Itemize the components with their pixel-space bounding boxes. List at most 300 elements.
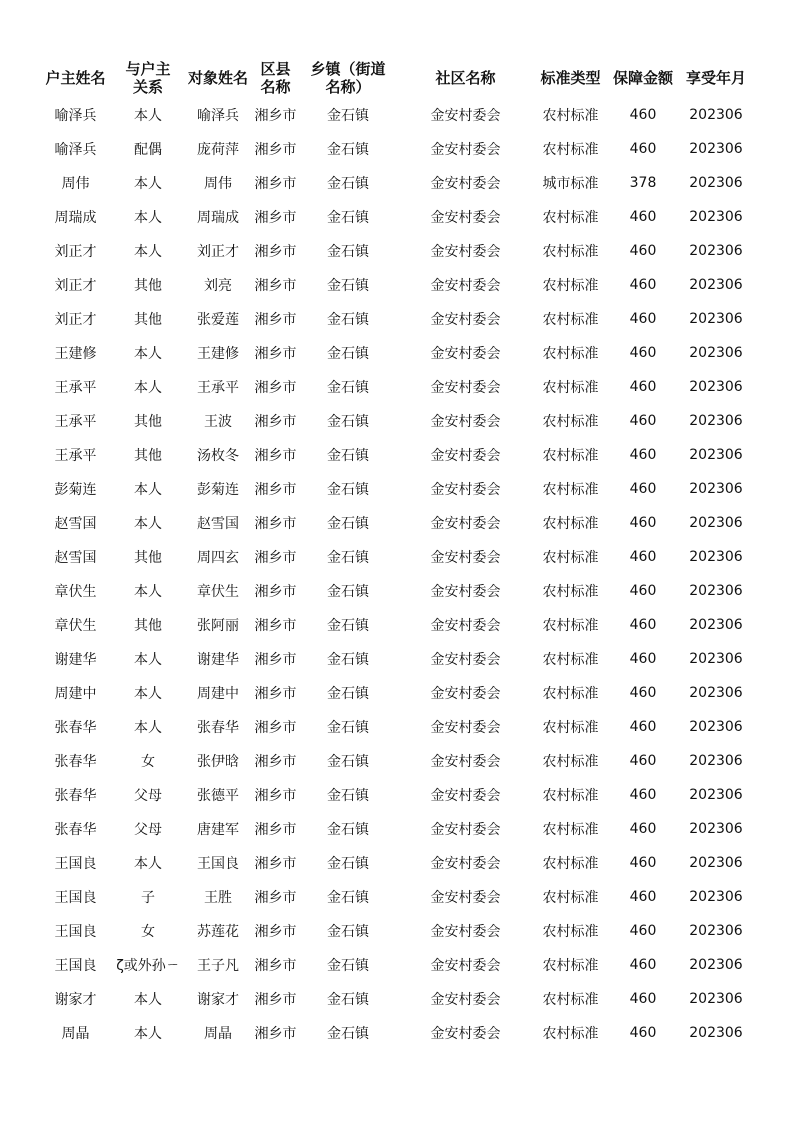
column-header-line: 社区名称	[435, 69, 496, 87]
cell-town-name: 金石镇	[327, 924, 369, 940]
table-row	[38, 846, 754, 880]
column-header-benefit-amount	[608, 58, 678, 98]
cell-community-name: 金安村委会	[430, 278, 501, 294]
cell-town-name: 金石镇	[327, 856, 369, 872]
cell-benefit-month: 202306	[689, 957, 743, 973]
cell-county-name: 湘乡市	[254, 142, 297, 158]
cell-standard-type: 农村标准	[542, 210, 599, 226]
cell-relation-to-head: 本人	[134, 108, 162, 124]
cell-benefit-month: 202306	[689, 1025, 743, 1041]
column-header-line: 与户主	[125, 60, 171, 78]
cell-community-name: 金安村委会	[430, 550, 501, 566]
table-row	[38, 1016, 754, 1050]
cell-community-name: 金安村委会	[430, 380, 501, 396]
cell-benefit-amount: 460	[629, 209, 657, 225]
table-row	[38, 948, 754, 982]
cell-relation-to-head: 父母	[134, 788, 162, 804]
cell-town-name: 金石镇	[327, 210, 369, 226]
column-header-benefit-month	[678, 58, 754, 98]
cell-community-name: 金安村委会	[430, 176, 501, 192]
cell-relation-to-head: 女	[141, 924, 155, 940]
cell-standard-type: 农村标准	[542, 346, 599, 362]
column-header-line: 名称	[260, 78, 291, 96]
cell-standard-type: 农村标准	[542, 754, 599, 770]
cell-benefit-month: 202306	[689, 311, 743, 327]
cell-town-name: 金石镇	[327, 822, 369, 838]
cell-relation-to-head: ζ或外孙ㄧ	[116, 958, 180, 974]
cell-community-name: 金安村委会	[430, 108, 501, 124]
cell-benefit-month: 202306	[689, 345, 743, 361]
cell-recipient-name: 王承平	[197, 380, 239, 396]
cell-town-name: 金石镇	[327, 142, 369, 158]
cell-benefit-amount: 460	[629, 753, 657, 769]
cell-standard-type: 农村标准	[542, 856, 599, 872]
cell-standard-type: 农村标准	[542, 924, 599, 940]
cell-town-name: 金石镇	[327, 890, 369, 906]
cell-recipient-name: 张德平	[197, 788, 239, 804]
cell-town-name: 金石镇	[327, 278, 369, 294]
table-row	[38, 608, 754, 642]
cell-community-name: 金安村委会	[430, 788, 501, 804]
cell-standard-type: 农村标准	[542, 992, 599, 1008]
table-row	[38, 132, 754, 166]
column-header-household-head-name	[38, 58, 113, 98]
cell-standard-type: 农村标准	[542, 720, 599, 736]
cell-county-name: 湘乡市	[254, 822, 297, 838]
cell-benefit-month: 202306	[689, 685, 743, 701]
cell-community-name: 金安村委会	[430, 652, 501, 668]
cell-town-name: 金石镇	[327, 312, 369, 328]
cell-benefit-month: 202306	[689, 991, 743, 1007]
cell-benefit-amount: 460	[629, 481, 657, 497]
cell-community-name: 金安村委会	[430, 210, 501, 226]
table-row	[38, 472, 754, 506]
cell-benefit-amount: 460	[629, 1025, 657, 1041]
column-header-county-name	[253, 58, 298, 98]
table-row	[38, 234, 754, 268]
table-row	[38, 98, 754, 132]
cell-county-name: 湘乡市	[254, 856, 297, 872]
column-header-line: 享受年月	[685, 69, 746, 87]
cell-relation-to-head: 本人	[134, 210, 162, 226]
cell-household-head-name: 彭菊连	[54, 482, 97, 498]
cell-benefit-amount: 460	[629, 379, 657, 395]
subsidy-table	[38, 58, 754, 1050]
cell-county-name: 湘乡市	[254, 584, 297, 600]
cell-county-name: 湘乡市	[254, 244, 297, 260]
cell-county-name: 湘乡市	[254, 380, 297, 396]
cell-household-head-name: 王国良	[54, 890, 97, 906]
cell-household-head-name: 张春华	[54, 822, 97, 838]
column-header-line: 区县	[260, 60, 291, 78]
cell-benefit-amount: 460	[629, 651, 657, 667]
cell-relation-to-head: 配偶	[134, 142, 162, 158]
cell-relation-to-head: 本人	[134, 346, 162, 362]
cell-standard-type: 农村标准	[542, 890, 599, 906]
table-row	[38, 540, 754, 574]
cell-town-name: 金石镇	[327, 550, 369, 566]
cell-community-name: 金安村委会	[430, 312, 501, 328]
table-row	[38, 200, 754, 234]
cell-standard-type: 农村标准	[542, 788, 599, 804]
column-header-line: 标准类型	[540, 69, 601, 87]
cell-benefit-month: 202306	[689, 821, 743, 837]
cell-community-name: 金安村委会	[430, 856, 501, 872]
table-header	[38, 58, 754, 98]
cell-household-head-name: 周建中	[54, 686, 97, 702]
table-row	[38, 812, 754, 846]
table-row	[38, 506, 754, 540]
table-row	[38, 676, 754, 710]
cell-standard-type: 农村标准	[542, 550, 599, 566]
cell-community-name: 金安村委会	[430, 924, 501, 940]
cell-county-name: 湘乡市	[254, 1026, 297, 1042]
cell-recipient-name: 张春华	[197, 720, 239, 736]
column-header-line: 乡镇（街道	[310, 60, 386, 78]
column-header-recipient-name	[183, 58, 253, 98]
cell-community-name: 金安村委会	[430, 244, 501, 260]
cell-recipient-name: 唐建军	[197, 822, 239, 838]
header-row	[38, 58, 754, 98]
table-row	[38, 268, 754, 302]
cell-relation-to-head: 其他	[134, 550, 162, 566]
table-row	[38, 574, 754, 608]
cell-town-name: 金石镇	[327, 958, 369, 974]
cell-benefit-amount: 460	[629, 413, 657, 429]
cell-benefit-month: 202306	[689, 617, 743, 633]
column-header-line: 保障金额	[612, 69, 673, 87]
cell-county-name: 湘乡市	[254, 754, 297, 770]
subsidy-table-sheet	[38, 58, 754, 1050]
cell-county-name: 湘乡市	[254, 618, 297, 634]
cell-town-name: 金石镇	[327, 992, 369, 1008]
cell-benefit-amount: 460	[629, 617, 657, 633]
cell-benefit-amount: 460	[629, 583, 657, 599]
cell-benefit-month: 202306	[689, 175, 743, 191]
cell-standard-type: 农村标准	[542, 584, 599, 600]
cell-recipient-name: 张阿丽	[197, 618, 239, 634]
cell-community-name: 金安村委会	[430, 584, 501, 600]
cell-county-name: 湘乡市	[254, 992, 297, 1008]
cell-standard-type: 农村标准	[542, 448, 599, 464]
cell-community-name: 金安村委会	[430, 992, 501, 1008]
cell-community-name: 金安村委会	[430, 346, 501, 362]
cell-household-head-name: 张春华	[54, 754, 97, 770]
cell-household-head-name: 刘正才	[54, 244, 97, 260]
cell-standard-type: 农村标准	[542, 108, 599, 124]
cell-household-head-name: 王国良	[54, 958, 97, 974]
cell-county-name: 湘乡市	[254, 278, 297, 294]
cell-benefit-month: 202306	[689, 413, 743, 429]
cell-household-head-name: 王承平	[54, 448, 97, 464]
cell-recipient-name: 王波	[204, 414, 232, 430]
cell-benefit-month: 202306	[689, 209, 743, 225]
cell-recipient-name: 王胜	[204, 890, 232, 906]
cell-benefit-month: 202306	[689, 651, 743, 667]
cell-community-name: 金安村委会	[430, 822, 501, 838]
cell-relation-to-head: 女	[141, 754, 155, 770]
cell-household-head-name: 王建修	[54, 346, 97, 362]
cell-standard-type: 农村标准	[542, 278, 599, 294]
cell-relation-to-head: 父母	[134, 822, 162, 838]
cell-town-name: 金石镇	[327, 720, 369, 736]
cell-town-name: 金石镇	[327, 788, 369, 804]
cell-benefit-month: 202306	[689, 583, 743, 599]
cell-household-head-name: 刘正才	[54, 312, 97, 328]
column-header-line: 关系	[132, 78, 163, 96]
cell-town-name: 金石镇	[327, 652, 369, 668]
cell-benefit-amount: 460	[629, 719, 657, 735]
cell-community-name: 金安村委会	[430, 618, 501, 634]
cell-benefit-amount: 460	[629, 889, 657, 905]
cell-benefit-amount: 460	[629, 957, 657, 973]
cell-relation-to-head: 本人	[134, 1026, 162, 1042]
cell-standard-type: 农村标准	[542, 312, 599, 328]
column-header-line: 名称）	[325, 78, 371, 96]
table-row	[38, 778, 754, 812]
cell-benefit-month: 202306	[689, 753, 743, 769]
cell-county-name: 湘乡市	[254, 108, 297, 124]
cell-household-head-name: 王国良	[54, 856, 97, 872]
cell-county-name: 湘乡市	[254, 346, 297, 362]
cell-household-head-name: 周晶	[61, 1026, 90, 1042]
cell-household-head-name: 周瑞成	[54, 210, 97, 226]
table-row	[38, 914, 754, 948]
cell-county-name: 湘乡市	[254, 516, 297, 532]
cell-benefit-amount: 460	[629, 345, 657, 361]
cell-household-head-name: 谢建华	[54, 652, 97, 668]
cell-town-name: 金石镇	[327, 244, 369, 260]
cell-benefit-month: 202306	[689, 141, 743, 157]
cell-benefit-amount: 460	[629, 821, 657, 837]
cell-benefit-month: 202306	[689, 447, 743, 463]
cell-town-name: 金石镇	[327, 448, 369, 464]
cell-benefit-month: 202306	[689, 515, 743, 531]
cell-recipient-name: 周伟	[204, 176, 232, 192]
cell-household-head-name: 喻泽兵	[54, 142, 97, 158]
column-header-line: 对象姓名	[187, 69, 248, 87]
cell-relation-to-head: 其他	[134, 278, 162, 294]
table-row	[38, 642, 754, 676]
cell-household-head-name: 章伏生	[54, 584, 97, 600]
column-header-line: 户主姓名	[45, 69, 106, 87]
cell-relation-to-head: 其他	[134, 312, 162, 328]
cell-benefit-month: 202306	[689, 379, 743, 395]
cell-relation-to-head: 本人	[134, 176, 162, 192]
cell-household-head-name: 章伏生	[54, 618, 97, 634]
cell-benefit-month: 202306	[689, 277, 743, 293]
cell-benefit-amount: 460	[629, 787, 657, 803]
table-row	[38, 336, 754, 370]
cell-benefit-amount: 460	[629, 855, 657, 871]
cell-standard-type: 农村标准	[542, 380, 599, 396]
cell-town-name: 金石镇	[327, 516, 369, 532]
cell-community-name: 金安村委会	[430, 414, 501, 430]
cell-county-name: 湘乡市	[254, 550, 297, 566]
cell-household-head-name: 王国良	[54, 924, 97, 940]
cell-standard-type: 农村标准	[542, 516, 599, 532]
cell-household-head-name: 喻泽兵	[54, 108, 97, 124]
cell-benefit-amount: 460	[629, 311, 657, 327]
cell-town-name: 金石镇	[327, 346, 369, 362]
cell-recipient-name: 周建中	[197, 686, 239, 702]
cell-town-name: 金石镇	[327, 176, 369, 192]
cell-benefit-month: 202306	[689, 719, 743, 735]
cell-benefit-month: 202306	[689, 787, 743, 803]
cell-recipient-name: 张伊晗	[197, 754, 239, 770]
cell-community-name: 金安村委会	[430, 890, 501, 906]
cell-standard-type: 农村标准	[542, 958, 599, 974]
cell-recipient-name: 张爱莲	[197, 312, 239, 328]
cell-benefit-amount: 460	[629, 923, 657, 939]
cell-recipient-name: 喻泽兵	[197, 108, 239, 124]
table-row	[38, 880, 754, 914]
cell-town-name: 金石镇	[327, 482, 369, 498]
cell-recipient-name: 彭菊连	[197, 482, 239, 498]
cell-recipient-name: 苏莲花	[197, 924, 239, 940]
cell-benefit-amount: 460	[629, 141, 657, 157]
table-row	[38, 370, 754, 404]
cell-benefit-month: 202306	[689, 855, 743, 871]
column-header-community-name	[398, 58, 533, 98]
cell-recipient-name: 汤枚冬	[197, 448, 239, 464]
cell-benefit-amount: 460	[629, 243, 657, 259]
cell-town-name: 金石镇	[327, 380, 369, 396]
cell-recipient-name: 周四玄	[197, 550, 239, 566]
cell-town-name: 金石镇	[327, 1026, 369, 1042]
cell-recipient-name: 周晶	[204, 1026, 232, 1042]
cell-recipient-name: 赵雪国	[197, 516, 239, 532]
cell-relation-to-head: 本人	[134, 482, 162, 498]
cell-household-head-name: 王承平	[54, 380, 97, 396]
cell-relation-to-head: 其他	[134, 618, 162, 634]
cell-benefit-month: 202306	[689, 243, 743, 259]
cell-county-name: 湘乡市	[254, 720, 297, 736]
cell-household-head-name: 张春华	[54, 720, 97, 736]
cell-household-head-name: 周伟	[61, 176, 90, 192]
cell-county-name: 湘乡市	[254, 686, 297, 702]
cell-relation-to-head: 本人	[134, 686, 162, 702]
cell-standard-type: 农村标准	[542, 618, 599, 634]
cell-household-head-name: 赵雪国	[54, 516, 97, 532]
cell-community-name: 金安村委会	[430, 482, 501, 498]
cell-standard-type: 城市标准	[542, 176, 599, 192]
cell-standard-type: 农村标准	[542, 652, 599, 668]
cell-relation-to-head: 本人	[134, 652, 162, 668]
cell-benefit-amount: 460	[629, 685, 657, 701]
cell-benefit-month: 202306	[689, 549, 743, 565]
cell-county-name: 湘乡市	[254, 958, 297, 974]
cell-standard-type: 农村标准	[542, 686, 599, 702]
table-row	[38, 982, 754, 1016]
cell-community-name: 金安村委会	[430, 142, 501, 158]
cell-standard-type: 农村标准	[542, 482, 599, 498]
cell-recipient-name: 谢家才	[197, 992, 239, 1008]
column-header-standard-type	[533, 58, 608, 98]
cell-town-name: 金石镇	[327, 754, 369, 770]
cell-community-name: 金安村委会	[430, 516, 501, 532]
cell-recipient-name: 庞荷萍	[197, 142, 239, 158]
cell-community-name: 金安村委会	[430, 958, 501, 974]
table-row	[38, 404, 754, 438]
cell-relation-to-head: 本人	[134, 584, 162, 600]
cell-relation-to-head: 本人	[134, 720, 162, 736]
cell-benefit-amount: 460	[629, 107, 657, 123]
cell-county-name: 湘乡市	[254, 788, 297, 804]
cell-recipient-name: 王建修	[197, 346, 239, 362]
cell-standard-type: 农村标准	[542, 414, 599, 430]
table-row	[38, 438, 754, 472]
cell-relation-to-head: 本人	[134, 244, 162, 260]
cell-community-name: 金安村委会	[430, 686, 501, 702]
column-header-relation-to-head	[113, 58, 183, 98]
cell-recipient-name: 刘正才	[197, 244, 239, 260]
cell-county-name: 湘乡市	[254, 652, 297, 668]
cell-household-head-name: 谢家才	[54, 992, 97, 1008]
cell-standard-type: 农村标准	[542, 1026, 599, 1042]
cell-benefit-month: 202306	[689, 107, 743, 123]
cell-recipient-name: 谢建华	[197, 652, 239, 668]
table-row	[38, 302, 754, 336]
cell-recipient-name: 章伏生	[197, 584, 239, 600]
cell-benefit-amount: 460	[629, 991, 657, 1007]
cell-benefit-month: 202306	[689, 889, 743, 905]
cell-household-head-name: 刘正才	[54, 278, 97, 294]
cell-household-head-name: 赵雪国	[54, 550, 97, 566]
table-row	[38, 710, 754, 744]
table-body	[38, 98, 754, 1050]
cell-benefit-amount: 460	[629, 549, 657, 565]
cell-county-name: 湘乡市	[254, 924, 297, 940]
column-header-town-name	[298, 58, 398, 98]
cell-town-name: 金石镇	[327, 108, 369, 124]
cell-recipient-name: 王子凡	[197, 958, 239, 974]
cell-household-head-name: 王承平	[54, 414, 97, 430]
cell-household-head-name: 张春华	[54, 788, 97, 804]
cell-county-name: 湘乡市	[254, 312, 297, 328]
cell-community-name: 金安村委会	[430, 754, 501, 770]
cell-relation-to-head: 本人	[134, 992, 162, 1008]
cell-town-name: 金石镇	[327, 686, 369, 702]
cell-community-name: 金安村委会	[430, 1026, 501, 1042]
table-row	[38, 166, 754, 200]
cell-town-name: 金石镇	[327, 584, 369, 600]
cell-community-name: 金安村委会	[430, 720, 501, 736]
cell-town-name: 金石镇	[327, 414, 369, 430]
cell-standard-type: 农村标准	[542, 142, 599, 158]
cell-recipient-name: 王国良	[197, 856, 239, 872]
cell-county-name: 湘乡市	[254, 176, 297, 192]
cell-county-name: 湘乡市	[254, 448, 297, 464]
cell-relation-to-head: 子	[141, 890, 155, 906]
cell-county-name: 湘乡市	[254, 414, 297, 430]
cell-county-name: 湘乡市	[254, 890, 297, 906]
cell-town-name: 金石镇	[327, 618, 369, 634]
cell-county-name: 湘乡市	[254, 482, 297, 498]
cell-relation-to-head: 其他	[134, 414, 162, 430]
cell-county-name: 湘乡市	[254, 210, 297, 226]
cell-standard-type: 农村标准	[542, 822, 599, 838]
cell-recipient-name: 周瑞成	[197, 210, 239, 226]
table-row	[38, 744, 754, 778]
cell-benefit-amount: 460	[629, 277, 657, 293]
cell-relation-to-head: 本人	[134, 856, 162, 872]
cell-recipient-name: 刘亮	[204, 278, 232, 294]
cell-relation-to-head: 本人	[134, 380, 162, 396]
cell-standard-type: 农村标准	[542, 244, 599, 260]
cell-relation-to-head: 其他	[134, 448, 162, 464]
cell-benefit-month: 202306	[689, 481, 743, 497]
